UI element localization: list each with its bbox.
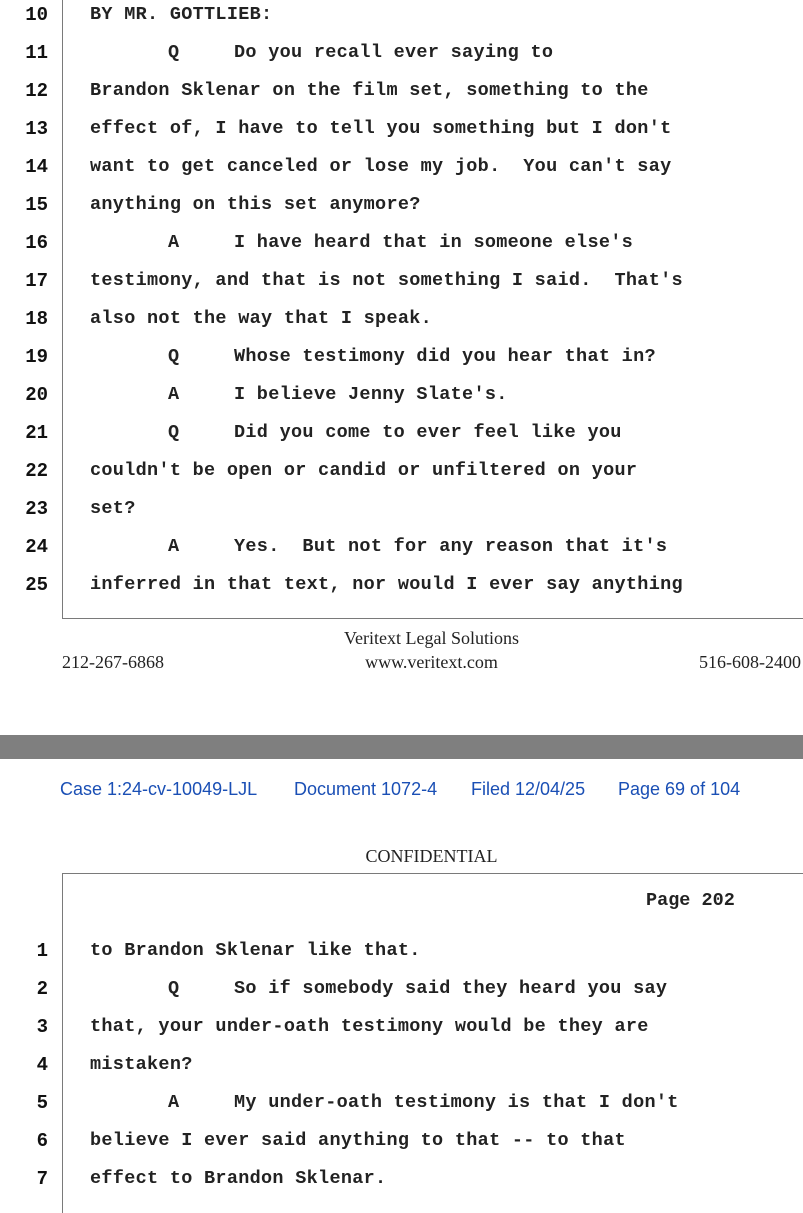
page-number: Page 202 [646,890,735,911]
line-number: 5 [36,1092,48,1114]
filed-date: Filed 12/04/25 [471,779,586,799]
transcript-line: believe I ever said anything to that -- to that [90,1130,626,1151]
speaker-marker: Q [168,422,180,443]
transcript-line: mistaken? [90,1054,193,1075]
page-separator [0,735,803,759]
line-number: 21 [25,422,48,444]
transcript-line: Brandon Sklenar on the film set, something to the [90,80,649,101]
line-number: 19 [25,346,48,368]
transcript-line: to Brandon Sklenar like that. [90,940,421,961]
transcript-line: set? [90,498,136,519]
speaker-marker: Q [168,42,180,63]
document-number: Document 1072-4 [294,779,438,799]
line-number: 11 [25,42,48,64]
speaker-marker: Q [168,346,180,367]
line-number: 15 [25,194,48,216]
line-number: 24 [25,536,48,558]
line-number: 16 [25,232,48,254]
page-count: Page 69 of 104 [618,779,741,799]
transcript-line: I have heard that in someone else's [234,232,634,253]
transcript-line: that, your under-oath testimony would be they are [90,1016,649,1037]
speaker-marker: A [168,1092,180,1113]
line-number: 22 [25,460,48,482]
transcript-line: Whose testimony did you hear that in? [234,346,656,367]
line-number: 2 [36,978,48,1000]
line-number: 4 [36,1054,48,1076]
footer-phone-right: 516-608-2400 [699,652,801,672]
line-number: 10 [25,4,48,26]
line-number: 18 [25,308,48,330]
speaker-marker: A [168,536,180,557]
transcript-line: couldn't be open or candid or unfiltered on your [90,460,638,481]
transcript-line: effect of, I have to tell you something but I don't [90,118,672,139]
confidential-label: CONFIDENTIAL [365,846,498,866]
line-number: 1 [36,940,48,962]
transcript-line: So if somebody said they heard you say [234,978,668,999]
transcript-line: also not the way that I speak. [90,308,433,329]
line-number: 7 [36,1168,48,1190]
transcript-line: Do you recall ever saying to [234,42,554,63]
transcript-line: effect to Brandon Sklenar. [90,1168,387,1189]
transcript-line: BY MR. GOTTLIEB: [90,4,273,25]
transcript-line: testimony, and that is not something I said. That's [90,270,683,291]
footer-website: www.veritext.com [365,652,498,672]
transcript-page-bottom [62,873,803,1213]
case-number: Case 1:24-cv-10049-LJL [60,779,258,799]
speaker-marker: Q [168,978,180,999]
line-number: 6 [36,1130,48,1152]
transcript-line: want to get canceled or lose my job. You can't say [90,156,672,177]
speaker-marker: A [168,384,180,405]
line-number: 17 [25,270,48,292]
line-number: 3 [36,1016,48,1038]
transcript-line: I believe Jenny Slate's. [234,384,508,405]
transcript-line: My under-oath testimony is that I don't [234,1092,679,1113]
line-number: 20 [25,384,48,406]
footer-phone-left: 212-267-6868 [62,652,164,672]
transcript-line: anything on this set anymore? [90,194,421,215]
line-number: 13 [25,118,48,140]
line-number: 14 [25,156,48,178]
speaker-marker: A [168,232,180,253]
transcript-line: Did you come to ever feel like you [234,422,622,443]
transcript-line: Yes. But not for any reason that it's [234,536,668,557]
line-number: 23 [25,498,48,520]
line-number: 25 [25,574,48,596]
footer-company: Veritext Legal Solutions [344,628,519,648]
transcript-line: inferred in that text, nor would I ever say anything [90,574,683,595]
line-number: 12 [25,80,48,102]
